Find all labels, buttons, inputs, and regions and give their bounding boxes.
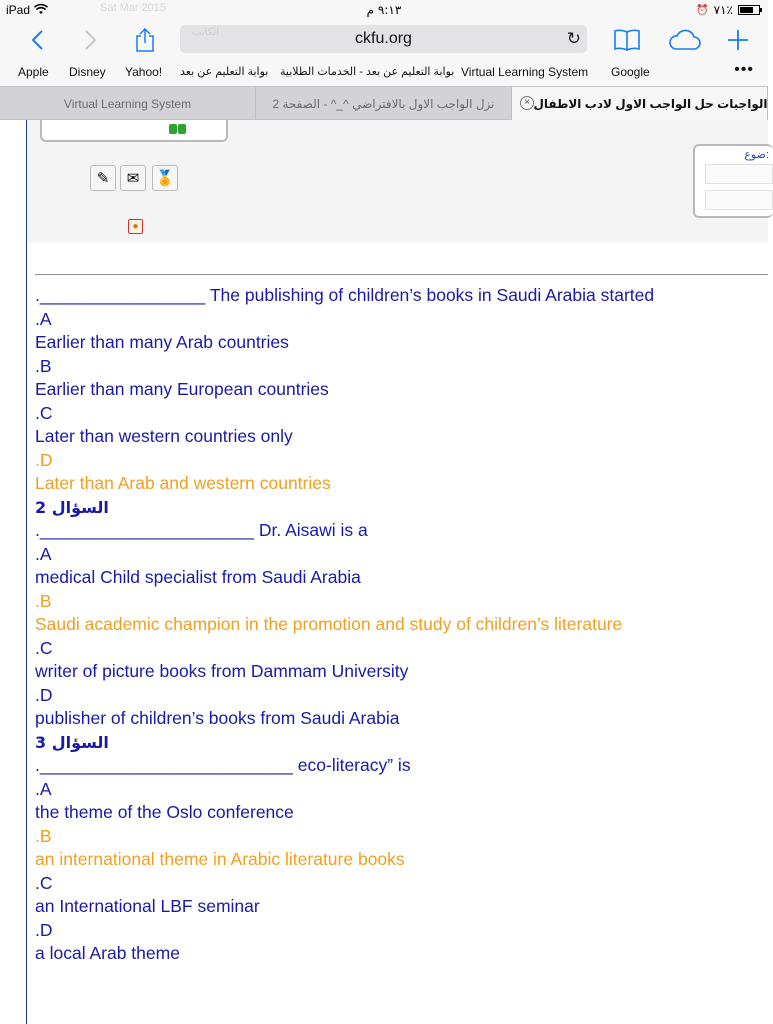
- tab-label: Virtual Learning System: [63, 96, 192, 111]
- option-letter: .D: [35, 449, 53, 470]
- question-header: السؤال 3: [35, 732, 109, 752]
- reload-icon[interactable]: ↻: [566, 29, 581, 48]
- tab-label: الواجبات حل الواجب الاول لادب الاطفال: [533, 96, 768, 111]
- option-letter: .B: [35, 590, 52, 611]
- option-letter: .D: [35, 919, 53, 940]
- option-letter: .C: [35, 872, 53, 893]
- option-letter: .B: [35, 825, 52, 846]
- chevron-right-icon: [84, 29, 98, 51]
- online-status-icon: [169, 124, 186, 134]
- tab-strip: [0, 86, 768, 120]
- ghost-date: Sat Mar 2015: [100, 2, 167, 14]
- battery-icon: [738, 5, 760, 15]
- tab-active-assignment[interactable]: [512, 87, 768, 120]
- option-text: publisher of children’s books from Saudi Arabia: [35, 708, 400, 728]
- share-icon: [134, 27, 156, 53]
- option-text: writer of picture books from Dammam University: [35, 661, 409, 681]
- topic-field-1: [705, 164, 773, 184]
- option-letter: .C: [35, 637, 53, 658]
- plus-icon: [727, 29, 749, 51]
- tab-virtual-learning[interactable]: [0, 87, 256, 120]
- bookmark-vls[interactable]: Virtual Learning System: [461, 65, 589, 79]
- forward-button[interactable]: [76, 26, 106, 54]
- book-icon: [613, 29, 641, 51]
- option-letter: .C: [35, 402, 53, 423]
- topic-info-box: [693, 144, 773, 218]
- message-icon[interactable]: ✉: [120, 165, 146, 191]
- question-prompt: ._________________ The publishing of children’s books in Saudi Arabia started: [35, 285, 655, 305]
- bookmark-yahoo[interactable]: Yahoo!: [125, 65, 163, 79]
- question-prompt: .__________________________ eco-literacy” is: [35, 755, 411, 775]
- topic-label: ضوع:: [744, 149, 769, 161]
- option-letter: .B: [35, 355, 52, 376]
- web-page: [0, 120, 768, 1024]
- icloud-tabs-button[interactable]: [667, 26, 703, 54]
- topic-field-2: [705, 190, 773, 210]
- option-text: Earlier than many Arab countries: [35, 332, 289, 352]
- bookmark-apple[interactable]: Apple: [18, 65, 49, 79]
- option-letter: .A: [35, 543, 52, 564]
- question-header: السؤال 2: [35, 497, 109, 517]
- bookmark-google[interactable]: Google: [611, 65, 650, 79]
- medal-icon[interactable]: 🏅: [152, 165, 178, 191]
- option-letter: .D: [35, 684, 53, 705]
- back-button[interactable]: [22, 26, 52, 54]
- clock: ٩:١٣ م: [366, 3, 402, 17]
- report-icon[interactable]: ●: [128, 219, 143, 234]
- option-letter: .A: [35, 778, 52, 799]
- option-text: the theme of the Oslo conference: [35, 802, 294, 822]
- option-text: a local Arab theme: [35, 943, 180, 963]
- bookmark-distance-learning[interactable]: بوابة التعليم عن بعد: [180, 66, 269, 78]
- option-text: Later than western countries only: [35, 426, 293, 446]
- battery-percent: ٧١٪: [713, 3, 733, 17]
- question-prompt: .______________________ Dr. Aisawi is a: [35, 520, 368, 540]
- cloud-icon: [668, 29, 702, 51]
- more-icon[interactable]: •••: [734, 61, 754, 78]
- questions-list: [35, 284, 755, 966]
- address-bar[interactable]: [180, 25, 587, 53]
- tab-assignment-page-2[interactable]: [256, 87, 512, 120]
- option-text: medical Child specialist from Saudi Arabia: [35, 567, 361, 587]
- device-label: iPad: [6, 3, 31, 17]
- browser-toolbar: [0, 20, 768, 60]
- correct-answer-text: Later than Arab and western countries: [35, 473, 331, 493]
- divider: [35, 274, 768, 275]
- bookmark-student-services[interactable]: بوابة التعليم عن بعد - الخدمات الطلابية: [280, 66, 455, 78]
- url-ghost-text: الكاتب: [192, 27, 219, 38]
- url-text: ckfu.org: [355, 30, 412, 47]
- correct-answer-text: Saudi academic champion in the promotion and study of children’s literature: [35, 614, 623, 634]
- user-info-box: [40, 120, 228, 142]
- correct-answer-text: an international theme in Arabic literature books: [35, 849, 405, 869]
- bookmark-disney[interactable]: Disney: [69, 65, 106, 79]
- bookmarks-bar: [0, 60, 768, 86]
- page-left-border: [26, 120, 27, 1024]
- alarm-icon: ⏰: [696, 4, 709, 16]
- bookmarks-button[interactable]: [612, 26, 642, 54]
- new-tab-button[interactable]: [723, 26, 753, 54]
- share-button[interactable]: [130, 26, 160, 54]
- close-icon[interactable]: ×: [520, 96, 534, 110]
- option-text: Earlier than many European countries: [35, 379, 329, 399]
- status-bar: [0, 0, 768, 20]
- option-text: an International LBF seminar: [35, 896, 260, 916]
- edit-icon[interactable]: ✎: [90, 165, 116, 191]
- option-letter: .A: [35, 308, 52, 329]
- chevron-left-icon: [30, 29, 44, 51]
- tab-label: نزل الواجب الاول بالافتراضي ^_^ - الصفحة 2: [272, 96, 495, 111]
